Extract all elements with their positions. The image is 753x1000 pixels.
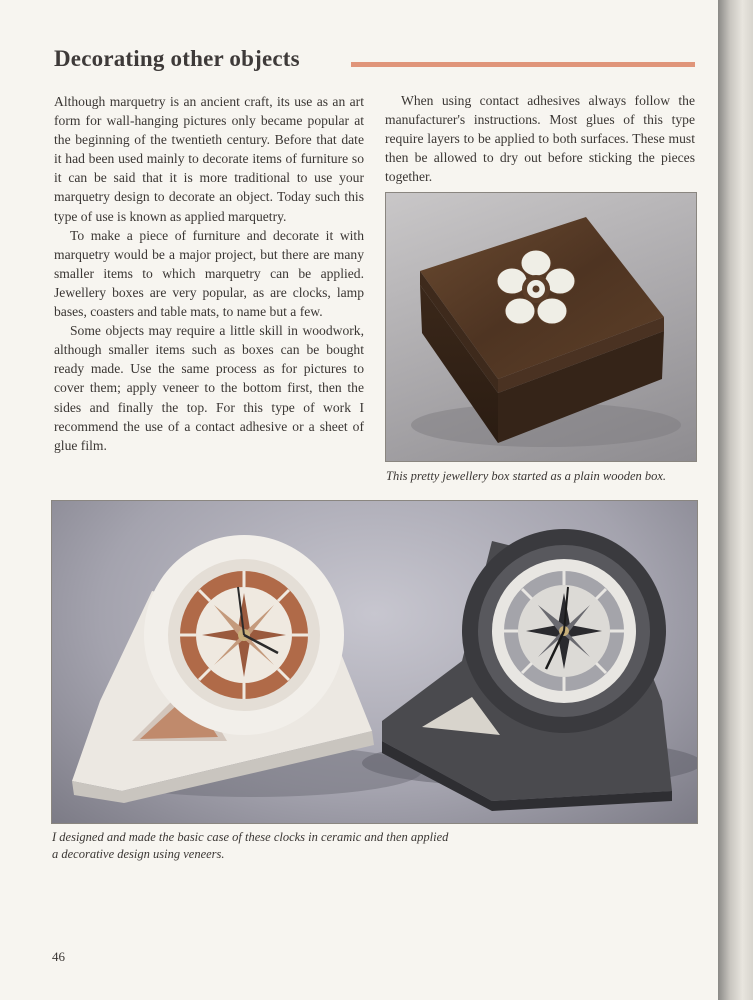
- clocks-photo: [51, 500, 698, 824]
- right-column: [385, 91, 695, 186]
- right-paragraph-1: When using contact adhesives always follow the manufacturer's instructions. Most glues of this type require layers to be applied to both surfaces. These must then be allowed to dry out before sticking the pieces together.: [385, 93, 695, 185]
- left-paragraph-3: Some objects may require a little skill in woodwork, although smaller items such as boxes can be bought ready made. Use the same process as for pictures to cover them; apply veneer to the bottom first, then the sides and finally the top. For this type of work I recommend the use of a contact adhesive or a sheet of glue film.: [54, 323, 364, 453]
- clocks-caption: I designed and made the basic case of these clocks in ceramic and then applied a decorative design using veneers.: [52, 830, 449, 861]
- jewellery-box-photo: [385, 192, 697, 462]
- jewellery-box-illustration: [386, 193, 696, 461]
- jewellery-box-caption: This pretty jewellery box started as a plain wooden box.: [386, 469, 667, 483]
- clocks-illustration: [52, 501, 697, 823]
- page-number: 46: [52, 949, 65, 964]
- left-column: [54, 92, 364, 455]
- left-paragraph-1: Although marquetry is an ancient craft, its use as an art form for wall-hanging pictures only became popular at the beginning of the twentieth century. Before that date it had been used mainly to decorate items of furniture so it can be said that it is more traditional to use your marquetry design to decorate an object. Today such this type of use is known as applied marquetry.: [54, 94, 364, 224]
- left-paragraph-2: To make a piece of furniture and decorate it with marquetry would be a major project, but there are many smaller items to which marquetry can be applied. Jewellery boxes are very popular, as are clocks, lamp bases, coasters and table mats, to name but a few.: [54, 227, 364, 320]
- page-title: Decorating other objects: [54, 46, 300, 71]
- dark-clock: [382, 529, 672, 811]
- title-rule: [351, 62, 695, 67]
- book-gutter: [718, 0, 753, 1000]
